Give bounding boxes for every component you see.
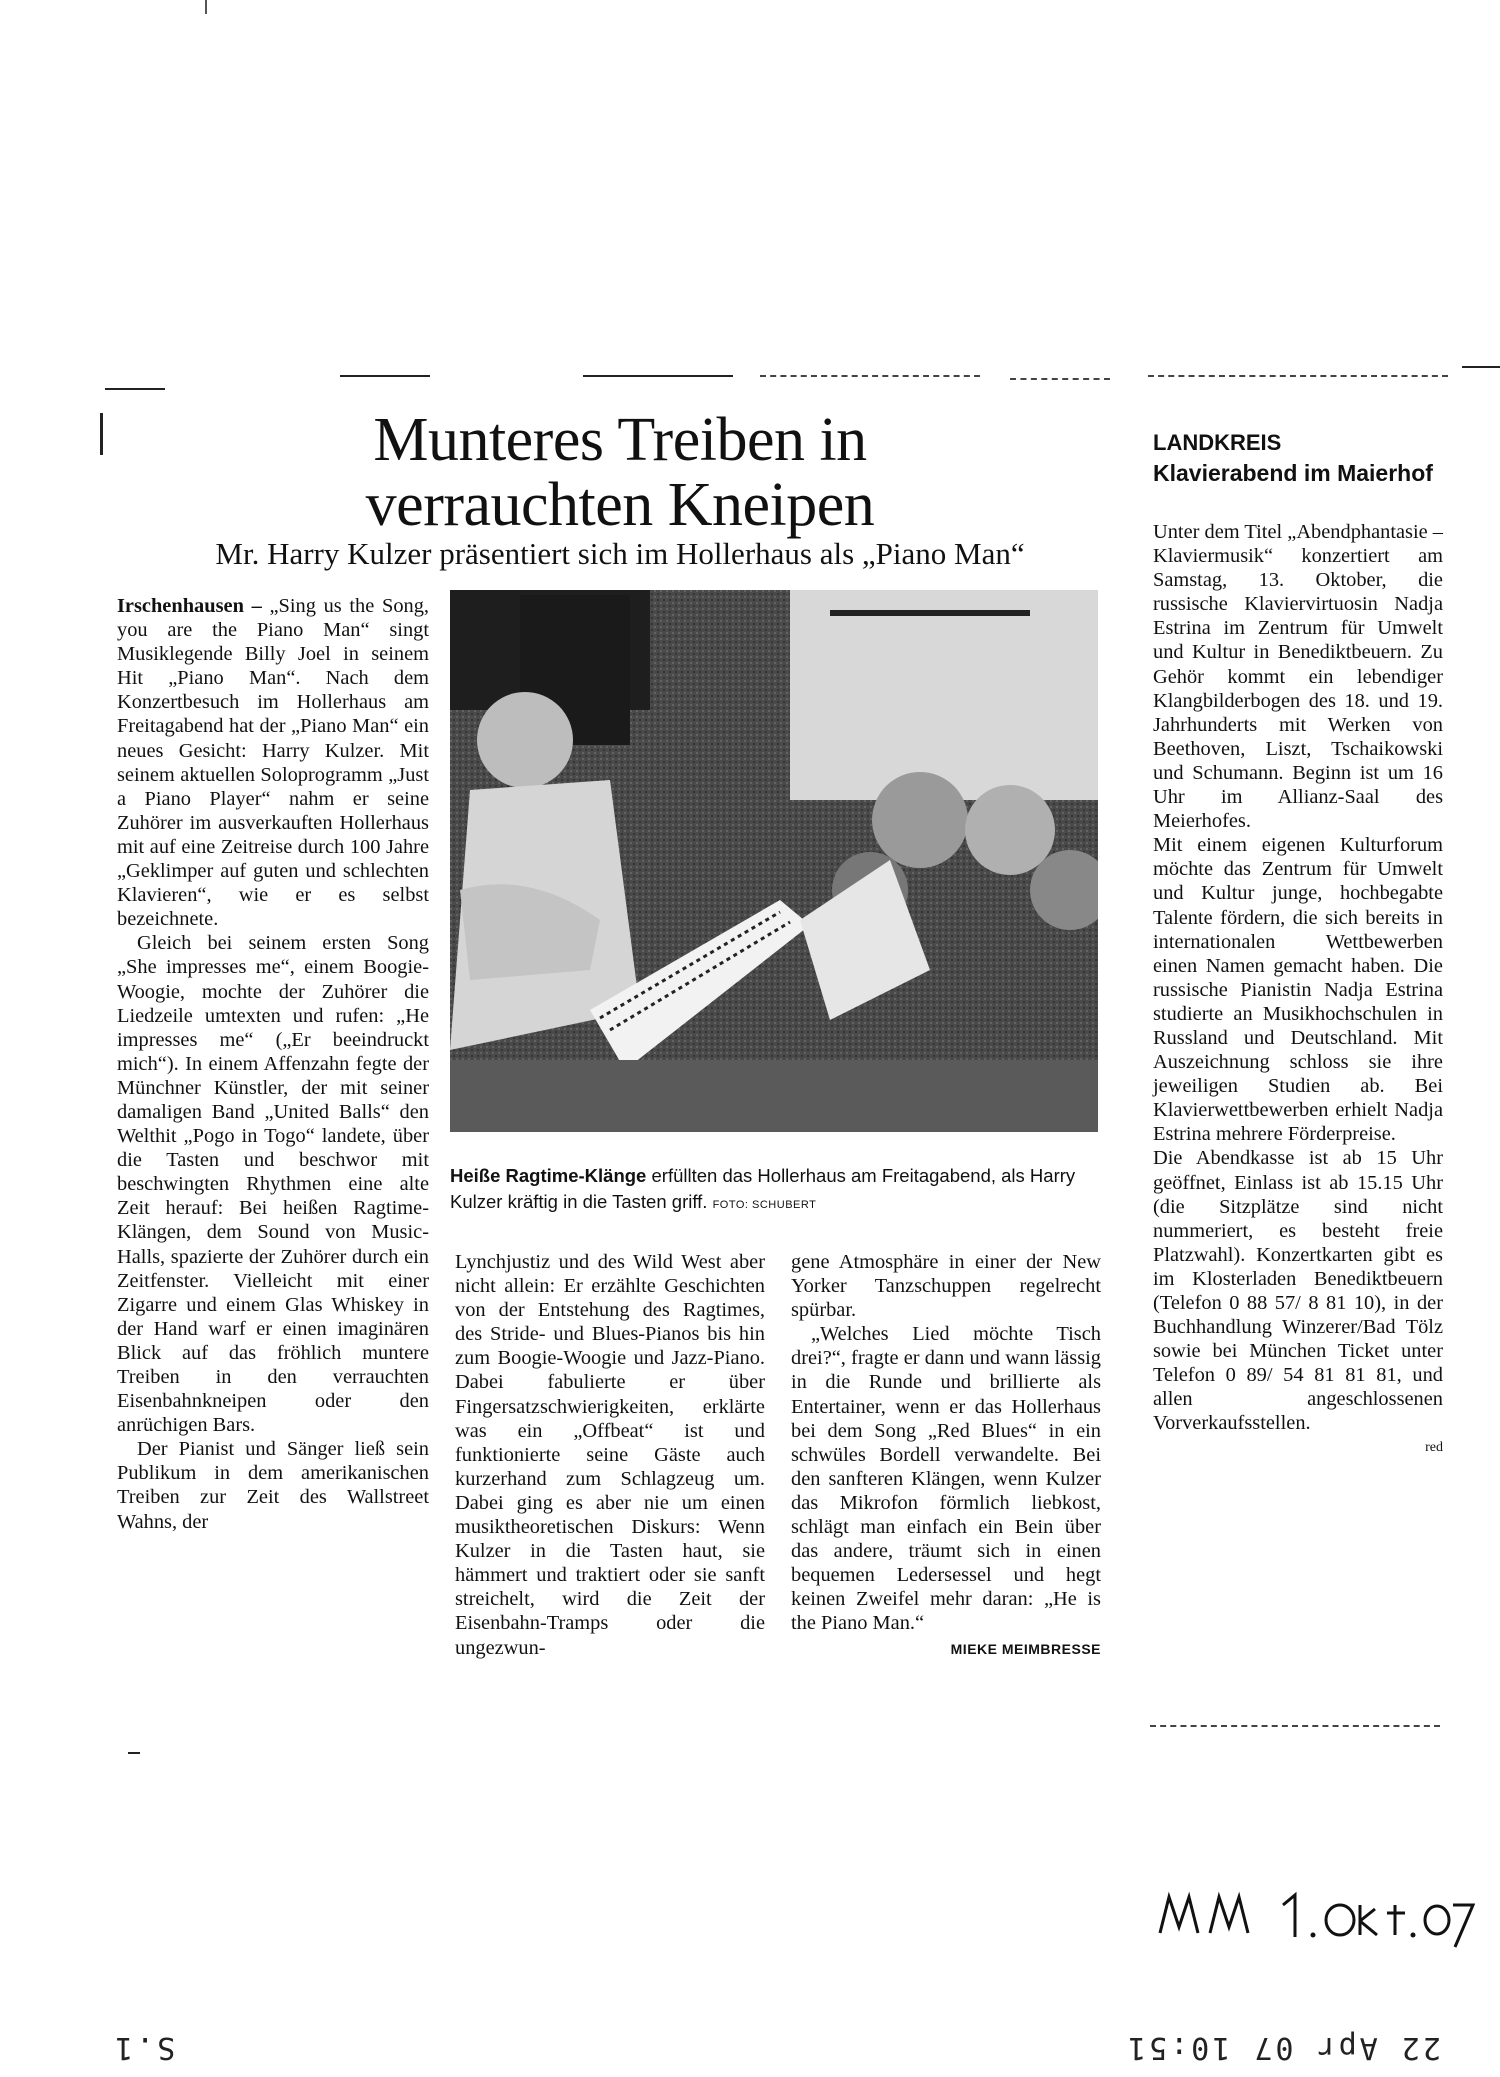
paragraph: Gleich bei seinem ersten Song „She impresses me“, einem Boogie-Woogie, mochte der Zuhörer die Liedzeile umtexten und rufen: „He impresses me“ („Er beeindruckt mich“). In einem Affenzahn fegte der Münchner Künstler, der mit seiner damaligen Band „United Balls“ den Welthit „Pogo in Togo“ landete, über die Tasten und beschwor mit beschwingten Rhythmen eine alte Zeit herauf: Bei heißen Ragtime-Klängen, dem Sound von Music-Halls, spazierte der Zuhörer durch ein Zeitfenster. Vielleicht mit einer Zigarre und einem Glas Whiskey in der Hand warf er einen imaginären Blick auf das fröhlich muntere Treiben in den verrauchten Eisenbahnkneipen oder den anrüchigen Bars. xyxy=(117,932,429,1437)
top-rule xyxy=(1010,378,1110,380)
photo-illustration xyxy=(450,590,1098,1132)
paragraph: Lynchjustiz und des Wild West aber nicht allein: Er erzählte Geschichten von der Entstehung des Ragtimes, des Stride- und Blues-Pianos bis hin zum Boogie-Woogie und Jazz-Piano. Dabei fabulierte er über Fingersatzschwierigkeiten, erklärte was ein „Offbeat“ ist und funktionierte seine Gäste auch kurzerhand zum Schlagzeug um. Dabei ging es aber nie um einen musiktheoretischen Diskurs: Wenn Kulzer in die Tasten haut, sie hämmert und traktiert oder sie sanft streichelt, wird die Zeit der Eisenbahn-Tramps oder die ungezwun- xyxy=(455,1251,765,1659)
headline-line-1: Munteres Treiben in xyxy=(373,406,867,474)
article-column-1 xyxy=(117,594,429,1534)
paragraph: „Sing us the Song, you are the Piano Man“ singt Musiklegende Billy Joel in seinem Hit „Piano Man“. Nach dem Konzertbesuch im Hollerhaus am Freitagabend hat der „Piano Man“ ein neues Gesicht: Harry Kulzer. Mit seinem aktuellen Soloprogramm „Just a Piano Player“ nahm er seine Zuhörer im ausverkauften Hollerhaus mit auf eine Zeitreise durch 100 Jahre „Geklimper auf guten und schlechten Klavieren“, wie er es selbst bezeichnete. xyxy=(117,595,429,931)
top-rule xyxy=(105,388,165,390)
paragraph: gene Atmosphäre in einer der New Yorker Tanzschuppen regelrecht spürbar. xyxy=(791,1251,1101,1322)
sidebar-body xyxy=(1153,520,1443,1460)
article-column-3 xyxy=(791,1250,1101,1661)
fax-page-number: S.1 xyxy=(112,2030,176,2065)
caption-lead: Heiße Ragtime-Klänge xyxy=(450,1165,647,1186)
caption-text: erfüllten das Hollerhaus am Freitagabend, als Harry Kulzer kräftig in die Tasten griff. xyxy=(450,1165,1076,1212)
paragraph: Unter dem Titel „Abendphantasie – Klaviermusik“ konzertiert am Samstag, 13. Oktober, die russische Klaviervirtuosin Nadja Estrina im Zentrum für Umwelt und Kultur in Benediktbeuern. Zu Gehör kommt ein lebendiger Klangbilderbogen des 18. und 19. Jahrhunderts mit Werken von Beethoven, Liszt, Tschaikowski und Schumann. Beginn ist um 16 Uhr im Allianz-Saal des Meierhofes. xyxy=(1153,521,1443,833)
dateline: Irschenhausen – xyxy=(117,595,262,617)
fax-timestamp: 22 Apr 07 10:51 xyxy=(1125,2030,1441,2065)
scan-mark xyxy=(205,0,207,14)
headline-line-2: verrauchten Kneipen xyxy=(365,471,875,539)
article-photo xyxy=(450,590,1098,1132)
top-rule xyxy=(340,375,430,377)
photo-credit: FOTO: SCHUBERT xyxy=(712,1199,817,1211)
paragraph: Der Pianist und Sänger ließ sein Publikum in dem amerikanischen Treiben zur Zeit des Wallstreet Wahns, der xyxy=(117,1438,429,1533)
margin-mark xyxy=(100,413,103,455)
author: MIEKE MEIMBRESSE xyxy=(950,1640,1101,1657)
paragraph: „Welches Lied möchte Tisch drei?“, fragte er dann und wann lässig in die Runde und brillierte als Entertainer, wenn er das Hollerhaus bei dem Song „Red Blues“ in ein schwüles Bordell verwandelte. Bei den sanfteren Klängen, wenn Kulzer das Mikrofon förmlich liebkost, schlägt man einfach ein Bein über das andere, träumt sich in einen bequemen Ledersessel und hegt keinen Zweifel mehr daran: „He is the Piano Man.“ xyxy=(791,1323,1101,1635)
top-rule xyxy=(1148,375,1448,377)
top-rule xyxy=(1462,366,1500,368)
top-rule xyxy=(760,375,980,377)
photo-caption xyxy=(450,1163,1110,1218)
top-rule xyxy=(583,375,733,377)
sidebar-title: Klavierabend im Maierhof xyxy=(1153,460,1433,486)
bottom-rule xyxy=(1150,1725,1440,1727)
paragraph: Mit einem eigenen Kulturforum möchte das Zentrum für Umwelt und Kultur junge, hochbegabte Talente fördern, die sich bereits in internationalen Wettbewerben einen Namen gemacht haben. Die russische Pianistin Nadja Estrina studierte an Musikhochschulen in Russland und Deutschland. Mit Auszeichnung schloss sie ihre jeweiligen Studien ab. Bei Klavierwettbewerben erhielt Nadja Estrina mehrere Förderpreise. xyxy=(1153,834,1443,1146)
scan-mark xyxy=(128,1752,140,1754)
sidebar-kicker: LANDKREIS xyxy=(1153,430,1282,455)
sidebar-author: red xyxy=(1425,1439,1443,1455)
subheadline: Mr. Harry Kulzer präsentiert sich im Hollerhaus als „Piano Man“ xyxy=(215,536,1025,571)
handwritten-date-annotation xyxy=(1155,1875,1475,1955)
paragraph: Die Abendkasse ist ab 15 Uhr geöffnet, Einlass ist ab 15.15 Uhr (die Sitzplätze sind nicht nummeriert, es besteht freie Platzwahl). Konzertkarten gibt es im Klosterladen Benediktbeuern (Telefon 0 88 57/ 8 81 10), in der Buchhandlung Winzerer/Bad Tölz sowie bei München Ticket unter Telefon 0 89/ 54 81 81 81, und allen angeschlossenen Vorverkaufsstellen. xyxy=(1153,1147,1443,1435)
article-column-2 xyxy=(455,1250,765,1660)
